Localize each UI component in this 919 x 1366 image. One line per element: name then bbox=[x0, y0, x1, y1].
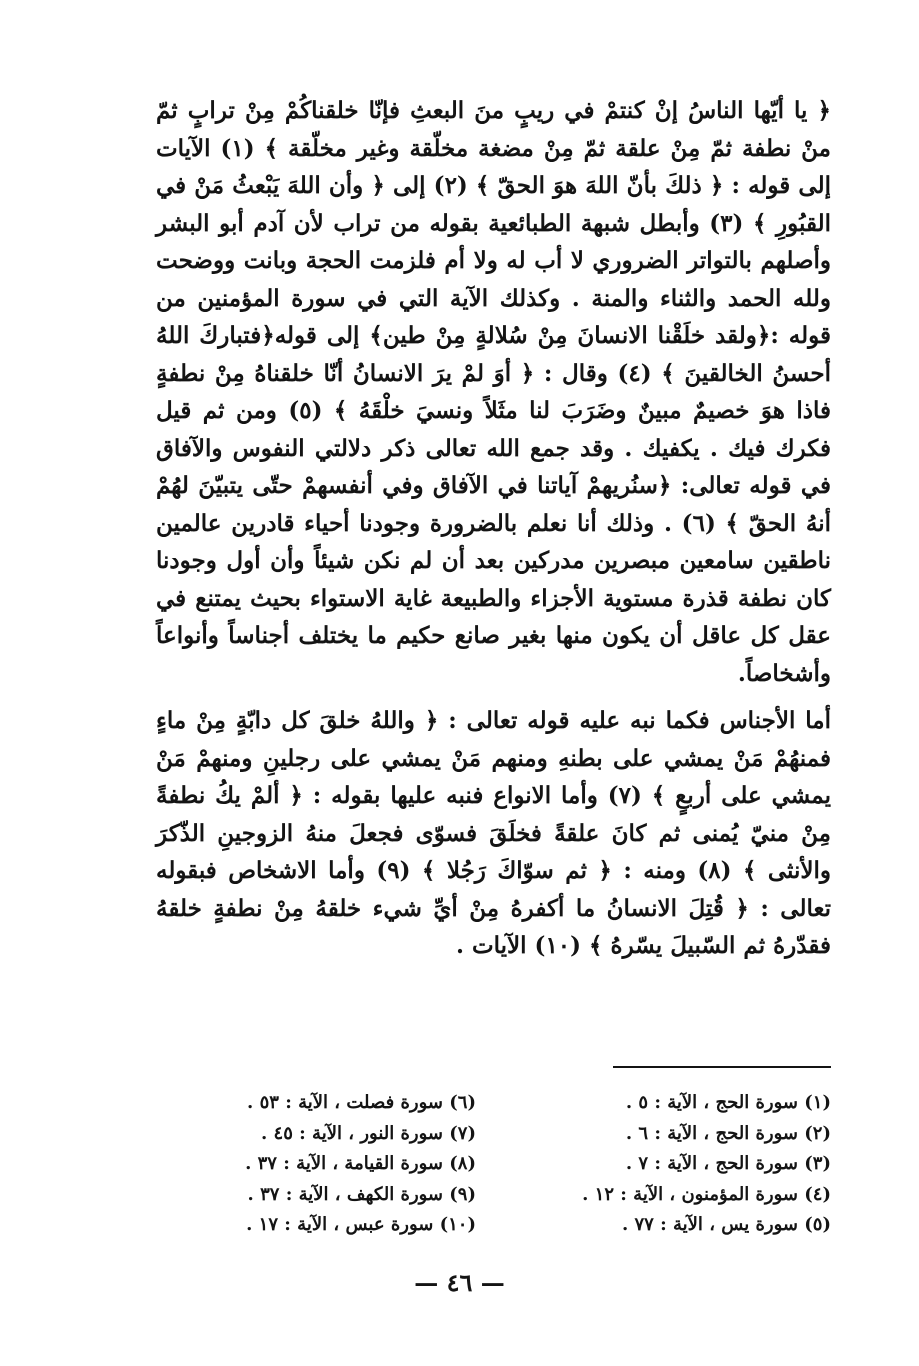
paragraph-1: ﴿ يا أيّها الناسُ إنْ كنتمْ في ريبٍ منَ البعثِ فإنّا خلقناكُمْ مِنْ ترابٍ ثمّ منْ نطفة ثمّ مِنْ علقة ثمّ مِنْ مضغة مخلّقة وغير مخلّقة ﴾ (١) الآيات إلى قوله : ﴿ ذلكَ بأنّ اللهَ هوَ الحقّ ﴾ (٢) إلى ﴿ وأن اللهَ يَبْعثُ مَنْ في القبُورِ ﴾ (٣) وأبطل شبهة الطبائعية بقوله من تراب لأن آدم أبو البشر وأصلهم بالتواتر الضروري لا أب له ولا أم فلزمت الحجة وبانت ووضحت ولله الحمد والثناء والمنة . وكذلك الآية التي في سورة المؤمنين من قوله :﴿ولقد خلَقْنا الانسانَ مِنْ سُلالةٍ مِنْ طين﴾ إلى قوله﴿فتباركَ اللهُ أحسنُ الخالقينَ ﴾ (٤) وقال : ﴿ أوَ لمْ يرَ الانسانُ أنّا خلقناهُ مِنْ نطفةٍ فاذا هوَ خصيمٌ مبينٌ وضَرَبَ لنا مثَلاً ونسيَ خلْقَهُ ﴾ (٥) ومن ثم قيل فكرك فيك . يكفيك . وقد جمع الله تعالى ذكر دلالتي النفوس والآفاق في قوله تعالى: ﴿سنُريهمْ آياتنا في الآفاق وفي أنفسهمْ حتّى يتبيّنَ لهُمْ أنهُ الحقّ ﴾ (٦) . وذلك أنا نعلم بالضرورة وجودنا أحياء قادرين عالمين ناطقين سامعين مبصرين مدركين بعد أن لم نكن شيئاً وأن أول وجودنا كان نطفة قذرة مستوية الأجزاء والطبيعة غاية الاستواء بحيث يمتنع في عقل كل عاقل أن يكون منها بغير صانع حكيم ما يختلف أجناساً وأنواعاً وأشخاصاً. bbox=[156, 97, 831, 687]
footnote-6: (٦) سورة فصلت ، الآية : ٥٣ . bbox=[247, 1092, 476, 1113]
footnotes bbox=[156, 1088, 831, 1241]
footnote-4: (٤) سورة المؤمنون ، الآية : ١٢ . bbox=[582, 1183, 831, 1205]
footnote-10: (١٠) سورة عبس ، الآية : ١٧ . bbox=[246, 1214, 476, 1235]
footnote-5: (٥) سورة يس ، الآية : ٧٧ . bbox=[621, 1214, 831, 1235]
footnote-2: (٢) سورة الحج ، الآية : ٦ . bbox=[625, 1122, 831, 1144]
footnote-separator bbox=[613, 1066, 831, 1068]
main-text bbox=[156, 92, 831, 965]
footnote-7: (٧) سورة النور ، الآية : ٤٥ . bbox=[260, 1122, 476, 1144]
footnote-1: (١) سورة الحج ، الآية : ٥ . bbox=[625, 1092, 831, 1113]
footnote-3: (٣) سورة الحج ، الآية : ٧ . bbox=[625, 1153, 831, 1174]
footnote-8: (٨) سورة القيامة ، الآية : ٣٧ . bbox=[245, 1153, 476, 1174]
footnote-9: (٩) سورة الكهف ، الآية : ٣٧ . bbox=[247, 1183, 476, 1205]
footnotes-right-column bbox=[511, 1088, 831, 1241]
page-number: — ٤٦ — bbox=[414, 1268, 505, 1297]
paragraph-2: أما الأجناس فكما نبه عليه قوله تعالى : ﴿ واللهُ خلقَ كل دابّةٍ مِنْ ماءٍ فمنهُمْ مَنْ يمشي على بطنهِ ومنهم مَنْ يمشي على رجلينِ ومنهمْ مَنْ يمشي على أربعٍ ﴾ (٧) وأما الانواع فنبه عليها بقوله : ﴿ ألمْ يكُ نطفةً مِنْ منيّ يُمنى ثم كانَ علقةً فخلَقَ فسوّى فجعلَ منهُ الزوجينِ الذّكرَ والأنثى ﴾ (٨) ومنه : ﴿ ثم سوّاكَ رَجُلا ﴾ (٩) وأما الاشخاص فبقوله تعالى : ﴿ قُتِلَ الانسانُ ما أكفرهُ مِنْ أيِّ شيء خلقهُ مِنْ نطفةٍ خلقهُ فقدّرهُ ثم السّبيلَ يسّرهُ ﴾ (١٠) الآيات . bbox=[156, 707, 831, 959]
footnotes-left-column bbox=[156, 1088, 476, 1241]
